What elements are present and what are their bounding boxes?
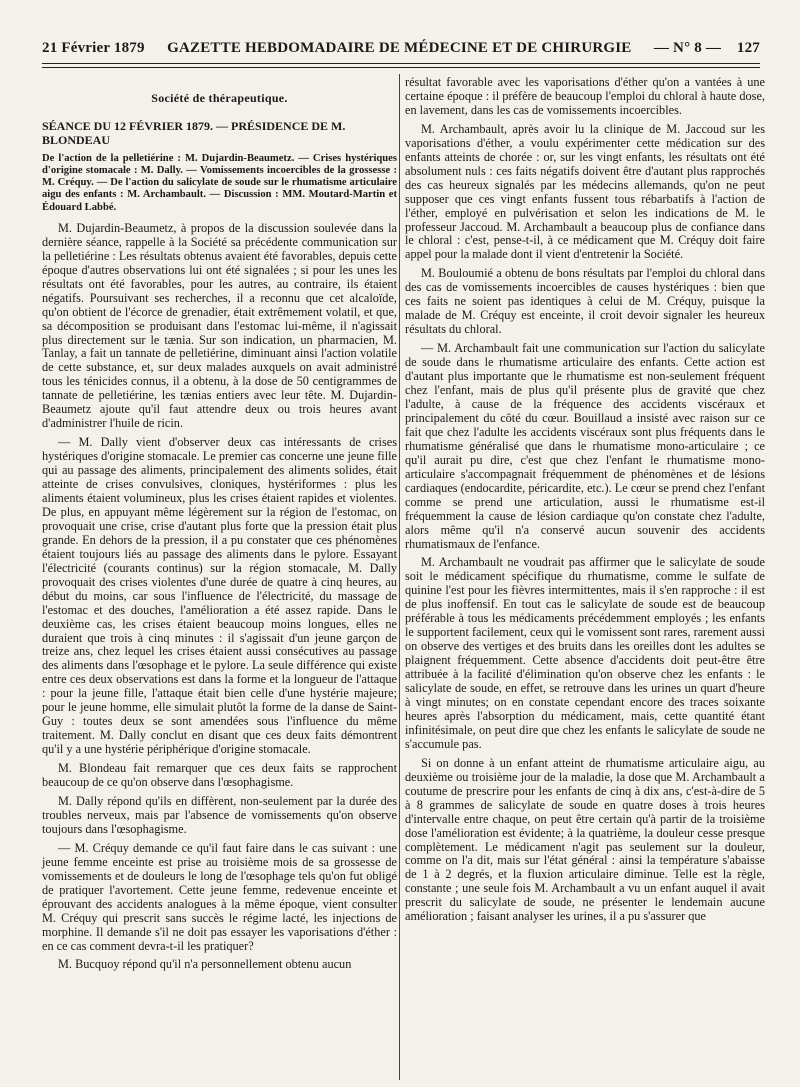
- session-summary: De l'action de la pelletiérine : M. Dujardin-Beaumetz. — Crises hystériques d'origine stomacale : M. Dally. — Vomissements incoercibles de la grossesse : M. Créquy. — De l'action du salicylate de soude sur le rhumatisme articulaire aigu des enfants : M. Archambault. — Discussion : MM. Moutard-Martin et Édouard Labbé.: [42, 152, 397, 213]
- left-column: [42, 74, 397, 977]
- paragraph: — M. Créquy demande ce qu'il faut faire dans le cas suivant : une jeune femme enceinte est prise au troisième mois de sa grossesse de vomissements et de douleurs le long de l'œsophage tels qu'on fut obligé de pratiquer l'avortement. Cette jeune femme, redevenue enceinte et éprouvant des accidents analogues à la même époque, vient consulter M. Créquy qui prescrit sans succès le régime lacté, les injections de morphine. Il demande s'il ne doit pas essayer les vaporisations d'éther : en ce cas comment devra-t-il les pratiquer?: [42, 840, 397, 953]
- right-column: [405, 76, 765, 929]
- paragraph: M. Archambault ne voudrait pas affirmer que le salicylate de soude soit le médicament spécifique du rhumatisme, comme le sulfate de quinine l'est pour les fièvres intermittentes, mais il s'en rapproche : il est de plus inoffensif. En tout cas le salicylate de soude est de beaucoup préférable à tous les médicaments précédemment employés ; les enfants le supportent facilement, ceux qui le vomissent sont rares, rarement aussi on observe des vertiges et des bruits dans les oreilles dont les adultes se plaignent fréquemment. Cette absence d'accidents doit peut-être être attribuée à la facilité d'élimination qu'on observe chez les enfants : le salicylate de soude, en effet, se retrouve dans les urines un quart d'heure à vingt minutes; on en constate cependant encore des traces soixante heures après l'absorption du médicament, mais, cette quantité étant infinitésimale, on peut dire que chez les enfants le salicylate de soude ne s'accumule pas.: [405, 555, 765, 751]
- paragraph: M. Dally répond qu'ils en diffèrent, non-seulement par la durée des troubles nerveux, mais par l'absence de vomissements qu'on observe toujours dans l'œsophagisme.: [42, 794, 397, 836]
- issue-and-page: [654, 40, 760, 57]
- journal-title: GAZETTE HEBDOMADAIRE DE MÉDECINE ET DE CHIRURGIE: [167, 39, 632, 56]
- paragraph: M. Bouloumié a obtenu de bons résultats par l'emploi du chloral dans des cas de vomissements incoercibles de causes hystériques : bien que ces faits ne soient pas identiques à celui de M. Créquy, puisque la malade de M. Créquy est enceinte, il croit devoir signaler les heureux résultats du chloral.: [405, 266, 765, 337]
- header-rule-bottom: [42, 67, 760, 68]
- paragraph: — M. Archambault fait une communication sur l'action du salicylate de soude dans le rhumatisme articulaire des enfants. Cette action est d'autant plus importante que le rhumatisme est non-seulement fréquent chez l'enfant, mais de plus qu'il présente plus de gravité que chez l'adulte, à cause de la fréquence des accidents viscéraux et principalement du côté du cœur. Bouillaud a insisté avec raison sur ce fait que chez l'adulte les accidents viscéraux sont plus fréquents dans le rhumatisme généralisé que dans le rhumatisme mono-articulaire ; ce qu'il aurait pu dire, c'est que chez l'enfant le rhumatisme mono-articulaire s'accompagnait fréquemment de phénomènes et de lésions cardiaques (endocardite, péricardite, etc.). Le cœur se prend chez l'enfant comme se prend une articulation, aussi le rhumatisme est-il fréquemment la cause de lésion cardiaque qu'on constate chez l'adulte, alors même qu'il n'a conservé aucun souvenir des accidents rhumatismaux de l'enfance.: [405, 341, 765, 551]
- paragraph: M. Bucquoy répond qu'il n'a personnellement obtenu aucun: [58, 957, 352, 972]
- header-rule-top: [42, 63, 760, 64]
- paragraph: résultat favorable avec les vaporisations d'éther qu'on a vantées à une certaine époque : il préfère de beaucoup l'emploi du chloral à haute dose, en lavement, dans les cas de vomissements incoercibles.: [405, 75, 765, 117]
- paragraph: M. Archambault, après avoir lu la clinique de M. Jaccoud sur les vaporisations d'éther, a voulu expérimenter cette médication sur des enfants atteints de chorée : or, sur les vingt enfants, les résultats ont été absolument nuls : ces faits négatifs doivent être d'autant plus rapprochés des cas heureux signalés par les médecins allemands, qu'on ne peut supposer que ces vingt enfants fussent tous rébarbatifs à l'action de l'éther, employé en pulvérisation et selon les indications de M. le professeur Jaccoud. M. Archambault a beaucoup plus de confiance dans le chloral : c'est, pense-t-il, à ce médicament que M. Créquy doit faire appel pour la malade dont il vient d'entretenir la Société.: [405, 121, 765, 262]
- session-heading: SÉANCE DU 12 FÉVRIER 1879. — PRÉSIDENCE DE M. BLONDEAU: [42, 118, 346, 147]
- issue-date: 21 Février 1879: [42, 39, 145, 56]
- paragraph: Si on donne à un enfant atteint de rhumatisme articulaire aigu, au deuxième ou troisième jour de la maladie, la dose que M. Archambault a coutume de prescrire pour les enfants de cinq à dix ans, c'est-à-dire de 5 à 8 grammes de salicylate de soude en quatre doses à trois heures d'intervalle entre chaque, on peut être certain qu'à partir de la troisième dose l'amélioration est évidente; à la quatrième, la douleur cesse presque complètement. Le médicament n'agit pas seulement sur la douleur, comme on l'a dit, mais sur l'état général : ainsi la température s'abaisse de 1 à 2 degrés, et la fluxion articulaire diminue. Telle est la règle, constante ; une seule fois M. Archambault a vu un enfant auquel il avait prescrit du salicylate de soude, ne présenter le lendemain aucune amélioration ; faisant analyser les urines, il a pu s'assurer que: [405, 755, 765, 924]
- page-header: [42, 36, 760, 60]
- section-title: Société de thérapeutique.: [151, 91, 288, 105]
- column-divider: [399, 74, 400, 1080]
- paragraph: — M. Dally vient d'observer deux cas intéressants de crises hystériques d'origine stomacale. Le premier cas concerne une jeune fille qui au passage des aliments, principalement des aliments solides, était atteinte de crises convulsives, cloniques, hystériformes : plus les aliments étaient volumineux, plus les crises étaient rapides et violentes. De plus, en appuyant même légèrement sur la région de l'estomac, on provoquait une crise, crise d'autant plus forte que la pression était plus grande. En dehors de la pression, il a pu constater que ces phénomènes étaient toujours liés au passage des aliments dans le pylore. Essayant l'électricité (courants continus) sur la région stomacale, M. Dally provoquait des crises violentes d'une durée de quatre à cinq heures, au début du moins, car sous l'influence de l'électricité, du massage de l'estomac et des douches, l'amélioration a été assez rapide. Dans le deuxième cas, les crises étaient beaucoup moins longues, elles ne duraient que trois à cinq minutes : il s'agissait d'un jeune garçon de treize ans, chez lequel les crises étaient aussi consécutives au passage des aliments dans l'œsophage et le pylore. La seule différence qui existe entre ces deux observations est dans la forme et la longueur de l'attaque : pour la jeune fille, l'attaque était bien celle d'une hystérie majeure; pour le jeune homme, elle simulait plutôt la forme de la danse de Saint-Guy : toutes deux se sont amendées sous l'influence du même traitement. M. Dally conclut en disant que ces deux faits démontrent qu'il y a une hystérie périphérique d'origine stomacale.: [42, 435, 397, 757]
- paragraph: M. Blondeau fait remarquer que ces deux faits se rapprochent beaucoup de ce qu'on observe dans l'œsophagisme.: [42, 761, 397, 790]
- issue-number: — N° 8 —: [653, 39, 722, 56]
- paragraph: M. Dujardin-Beaumetz, à propos de la discussion soulevée dans la dernière séance, rappelle à la Société sa précédente communication sur la pelletiérine : Les résultats obtenus avaient été favorables, depuis cette époque d'autres observations lui ont été signalées ; si pour les unes les résultats ont été favorables, pour les autres, au contraire, ils étaient négatifs. Poursuivant ses recherches, il a reconnu que cet alcaloïde, qu'on obtient de l'écorce de grenadier, était extrêmement volatil, et que, sa décomposition se produisant dans l'estomac lui-même, il n'agissait plus directement sur le tænia. Sur son indication, un pharmacien, M. Tanlay, a fait un tannate de pelletiérine, diminuant ainsi l'action volatile de cette substance, et, sur deux malades auxquels on avait administré tous les ténicides connus, il a obtenu, à la dose de 50 centigrammes de tannate de pelletiérine, les tænias entiers avec leur tête. M. Dujardin-Beaumetz ajoute qu'il faut attendre deux ou trois heures avant d'administrer l'huile de ricin.: [42, 220, 397, 431]
- page-number: 127: [736, 39, 760, 56]
